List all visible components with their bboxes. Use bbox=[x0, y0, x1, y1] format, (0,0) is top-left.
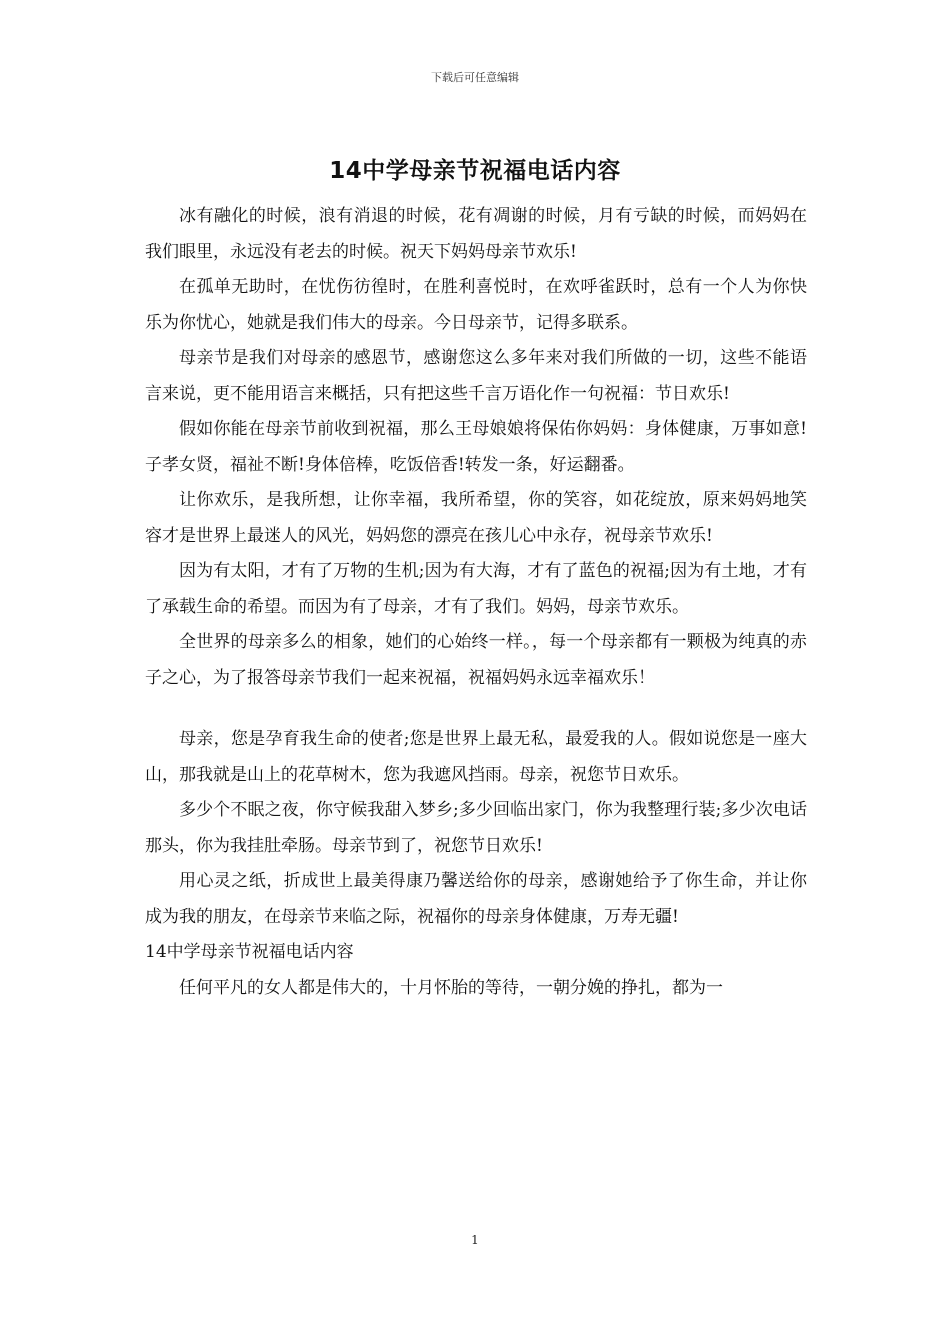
paragraph: 冰有融化的时候，浪有消退的时候，花有凋谢的时候，月有亏缺的时候，而妈妈在我们眼里，永远没有老去的时候。祝天下妈妈母亲节欢乐! bbox=[145, 206, 807, 262]
paragraph: 因为有太阳，才有了万物的生机;因为有大海，才有了蓝色的祝福;因为有土地，才有了承载生命的希望。而因为有了母亲，才有了我们。妈妈，母亲节欢乐。 bbox=[145, 561, 807, 617]
document-body bbox=[145, 199, 807, 1006]
paragraph: 用心灵之纸，折成世上最美得康乃馨送给你的母亲，感谢她给予了你生命，并让你成为我的朋友，在母亲节来临之际，祝福你的母亲身体健康，万寿无疆! bbox=[145, 871, 807, 927]
paragraph: 在孤单无助时，在忧伤彷徨时，在胜利喜悦时，在欢呼雀跃时，总有一个人为你快乐为你忧心，她就是我们伟大的母亲。今日母亲节，记得多联系。 bbox=[145, 277, 807, 333]
paragraph: 多少个不眠之夜，你守候我甜入梦乡;多少回临出家门，你为我整理行装;多少次电话那头，你为我挂肚牵肠。母亲节到了，祝您节日欢乐! bbox=[145, 800, 807, 856]
paragraph: 让你欢乐，是我所想，让你幸福，我所希望，你的笑容，如花绽放，原来妈妈地笑容才是世界上最迷人的风光，妈妈您的漂亮在孩儿心中永存，祝母亲节欢乐! bbox=[145, 490, 807, 546]
page-number: 1 bbox=[471, 1233, 479, 1247]
header-note: 下载后可任意编辑 bbox=[431, 71, 519, 84]
paragraph: 全世界的母亲多么的相象，她们的心始终一样。，每一个母亲都有一颗极为纯真的赤子之心，为了报答母亲节我们一起来祝福，祝福妈妈永远幸福欢乐！ bbox=[145, 632, 807, 688]
paragraph: 母亲节是我们对母亲的感恩节，感谢您这么多年来对我们所做的一切，这些不能语言来说，更不能用语言来概括，只有把这些千言万语化作一句祝福：节日欢乐! bbox=[145, 348, 807, 404]
paragraph-gap bbox=[145, 696, 807, 722]
paragraph: 母亲，您是孕育我生命的使者;您是世界上最无私，最爱我的人。假如说您是一座大山，那我就是山上的花草树木，您为我遮风挡雨。母亲，祝您节日欢乐。 bbox=[145, 729, 807, 785]
repeated-title-line: 14中学母亲节祝福电话内容 bbox=[145, 942, 354, 962]
paragraph: 假如你能在母亲节前收到祝福，那么王母娘娘将保佑你妈妈：身体健康，万事如意!子孝女贤，福祉不断!身体倍棒，吃饭倍香!转发一条，好运翻番。 bbox=[145, 419, 807, 475]
paragraph: 任何平凡的女人都是伟大的，十月怀胎的等待，一朝分娩的挣扎，都为一 bbox=[179, 977, 723, 998]
document-title: 14中学母亲节祝福电话内容 bbox=[329, 158, 621, 184]
